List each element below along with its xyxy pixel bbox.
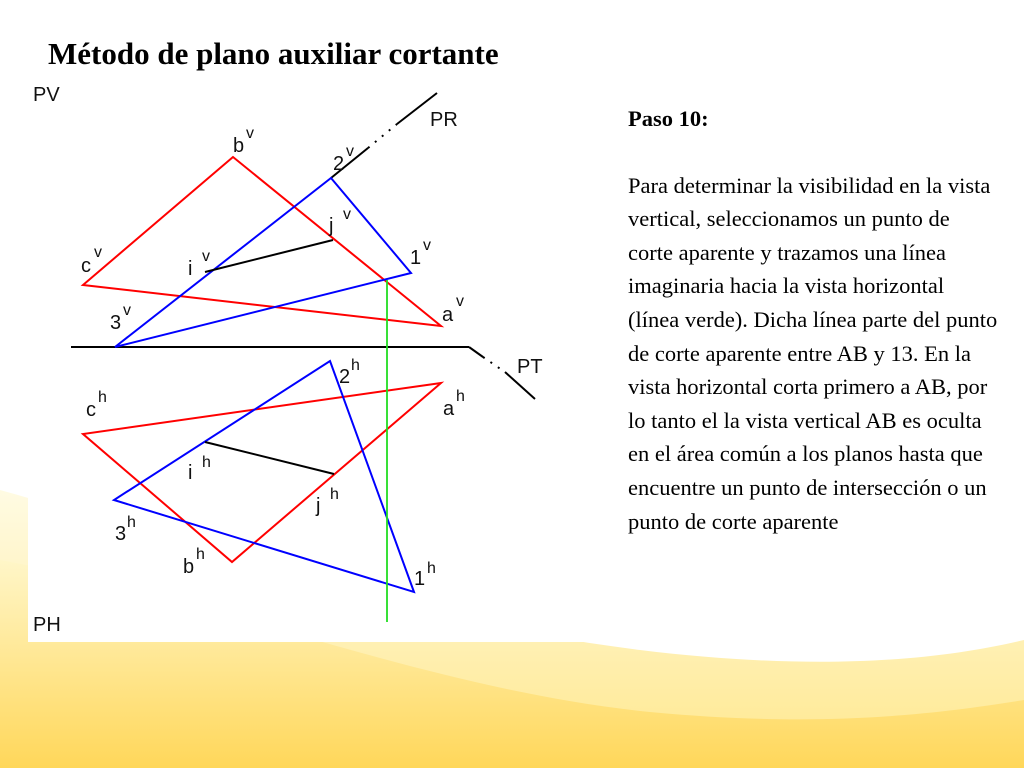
label-1v-sup: v xyxy=(423,237,431,254)
label-ih: i xyxy=(188,462,193,484)
trace-pt-line xyxy=(469,347,483,357)
plane-label-pt: PT xyxy=(517,356,543,378)
label-av: a xyxy=(442,304,454,326)
plane-label-ph: PH xyxy=(33,614,61,636)
label-bv-sup: v xyxy=(246,125,254,142)
label-av-sup: v xyxy=(456,293,464,310)
label-ch-sup: h xyxy=(98,389,107,406)
label-ch: c xyxy=(86,399,96,421)
label-jh: j xyxy=(316,495,321,517)
triangle-123-vertical xyxy=(115,178,411,347)
label-iv: i xyxy=(188,258,193,280)
label-3h: 3 xyxy=(115,523,127,545)
label-3v-sup: v xyxy=(123,302,131,319)
plane-label-pr: PR xyxy=(430,109,458,131)
label-3v: 3 xyxy=(110,312,122,334)
label-jv: j xyxy=(329,215,334,237)
label-1h: 1 xyxy=(414,568,426,590)
label-2h: 2 xyxy=(339,366,351,388)
step-explanation xyxy=(628,102,998,538)
intersection-ij-vertical xyxy=(205,240,333,272)
trace-pr-dashes xyxy=(368,124,397,148)
label-2h-sup: h xyxy=(351,357,360,374)
label-iv-sup: v xyxy=(202,248,210,265)
step-body: Para determinar la visibilidad en la vista vertical, seleccionamos un punto de corte aparente y trazamos una línea imaginaria hacia la vista horizontal (línea verde). Dicha línea parte del punto de corte aparente entre AB y 13. En la vista horizontal corta primero a AB, por lo tanto el la vista vertical AB es oculta en el área común a los planos hasta que encuentre un punto de intersección o un punto de corte aparente xyxy=(628,172,998,534)
label-ah-sup: h xyxy=(456,388,465,405)
intersection-ij-horizontal xyxy=(205,442,334,474)
label-2v: 2 xyxy=(333,153,345,175)
label-cv-sup: v xyxy=(94,244,102,261)
triangle-123-horizontal xyxy=(114,361,414,592)
label-jv-sup: v xyxy=(343,206,351,223)
label-3h-sup: h xyxy=(127,514,136,531)
label-1v: 1 xyxy=(410,247,422,269)
trace-pt-dashes xyxy=(483,357,505,372)
slide-title: Método de plano auxiliar cortante xyxy=(48,36,499,71)
label-2v-sup: v xyxy=(346,143,354,160)
label-bh-sup: h xyxy=(196,546,205,563)
label-jh-sup: h xyxy=(330,486,339,503)
plane-label-pv: PV xyxy=(33,84,60,106)
label-bh: b xyxy=(183,556,195,578)
label-cv: c xyxy=(81,255,91,277)
label-bv: b xyxy=(233,135,245,157)
label-ah: a xyxy=(443,398,455,420)
step-heading: Paso 10: xyxy=(628,106,709,131)
label-1h-sup: h xyxy=(427,560,436,577)
label-ih-sup: h xyxy=(202,454,211,471)
